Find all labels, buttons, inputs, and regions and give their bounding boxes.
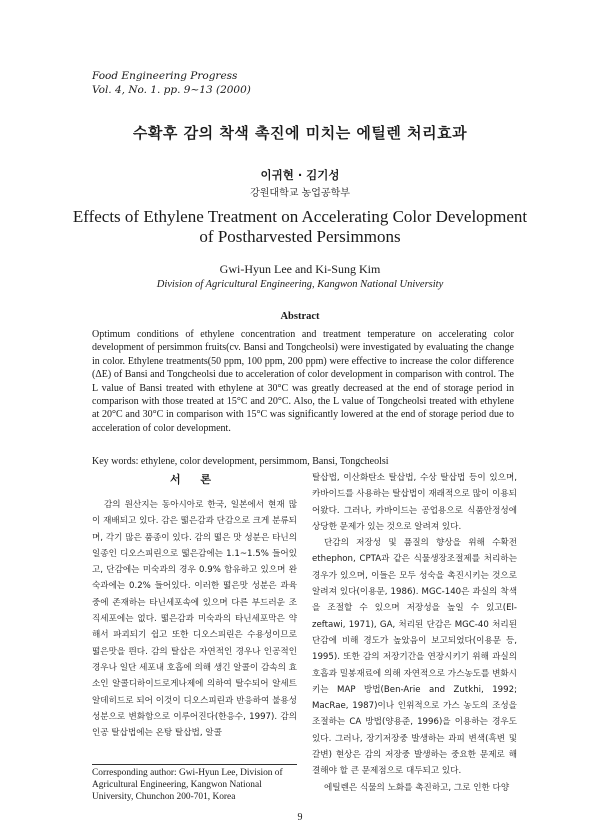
corresponding-author-footnote: Corresponding author: Gwi-Hyun Lee, Division of Agricultural Engineering, Kangwon National University, Chunchon 200-701, Korea — [92, 768, 283, 803]
authors-english: Gwi-Hyun Lee and Ki-Sung Kim — [219, 262, 381, 276]
right-column — [312, 470, 517, 796]
authors-korean: 이귀현 · 김기성 — [260, 168, 340, 182]
left-paragraph-1: 감의 원산지는 동아시아로 한국, 일본에서 현재 많이 재배되고 있다. 감은 떫은감과 단감으로 크게 분류되며, 각기 많은 품종이 있다. 감의 떫은 맛 성분은 타닌의 일종인 디오스피린으로 떫은감에는 1.1~1.5% 들어있고, 단감에는 미숙과의 경우 0.9% 함유하고 있으며 완숙과에는 0.2% 들어있다. 이러한 떫은맛 성분은 과육 중에 존재하는 타닌세포속에 있으며 다른 부드러운 조직세포에는 없다. 떫은감과 미숙과의 타닌세포막은 약해서 파괴되기 쉽고 또한 디오스피린은 수용성이므로 떫은맛을 띈다. 감의 탈삽은 자연적인 경우나 인공적인 경우나 일단 세포내 호흡에 의해 생긴 알콜이 감속의 효소인 알콜디하이드로게나제에 의하여 탈수되어 알세트알데히드로 되어 이것이 디오스피린과 반응하여 불용성 성분으로 변화함으로 이루어진다(한응수, 1997). 감의 인공 탈삽법에는 온탕 탈삽법, 알콜 — [92, 500, 297, 739]
left-column — [92, 497, 297, 741]
title-english-line2: of Postharvested Persimmons — [199, 227, 401, 246]
section-heading-introduction: 서 론 — [169, 473, 220, 486]
right-paragraph-2: 단감의 저장성 및 품질의 향상을 위해 수확전 ethephon, CPTA과 같은 식물생장조절제를 처리하는 경우가 있으며, 이들은 모두 성숙을 촉진시키는 것으로 알려져 있다(이용문, 1986). MGC-140은 과실의 착색을 조절할 수 있으며 저장성을 높일 수 있고(El-zeftawi, 1971), GA, 처리된 단감은 MGC-40 처리된 단감에 비해 경도가 높았음이 보고되었다(이용문 등, 1995). 또한 감의 저장기간을 연장시키기 위해 과실의 호흡과 밀봉재료에 의해 자연적으로 가스농도를 변화시키는 MAP 방법(Ben-Arie and Zutkhi, 1992; MacRae, 1987)이나 인위적으로 가스 농도의 조성을 조절하는 CA 방법(양용준, 1996)을 이용하는 경우도 있다. 그러나, 장기저장중 발생하는 과피 변색(흑변 및 갈변) 현상은 감의 저장중 발생하는 중요한 문제로 해결해야 할 큰 문제점으로 대두되고 있다. — [312, 538, 517, 777]
keywords: Key words: ethylene, color development, persimmom, Bansi, Tongcheolsi — [92, 456, 389, 467]
right-paragraph-3: 에틸렌은 식물의 노화를 촉진하고, 그로 인한 다양 — [324, 782, 510, 793]
title-english-line1: Effects of Ethylene Treatment on Accelerating Color Development — [72, 207, 528, 226]
page-number: 9 — [297, 812, 303, 823]
footnote-divider — [92, 764, 297, 765]
affiliation-korean: 강원대학교 농업공학부 — [250, 188, 350, 199]
abstract-body: Optimum conditions of ethylene concentration and treatment temperature on accelerating color development of persimmon fruits(cv. Bansi and Tongcheolsi) were investigated by evaluating the change in color. Ethylene treatments(50 ppm, 100 ppm, 200 ppm) were effective to increase the color difference (ΔE) of Bansi and Tongcheolsi due to acceleration of color development in comparison with control. The L value of Bansi treated with ethylene at 30°C was greatly decreased at the end of storage period in comparison with those treated at 15°C and 20°C. Also, the L value of Tongcheolsi treated with ethylene at 20°C and 30°C in comparison with 15°C was significantly lowered at the end of storage period due to acceleration of color development. — [92, 329, 514, 434]
journal-name: Food Engineering Progress — [92, 70, 238, 82]
title-korean: 수확후 감의 착색 촉진에 미치는 에틸렌 처리효과 — [132, 124, 468, 142]
journal-header — [92, 69, 251, 97]
affiliation-english: Division of Agricultural Engineering, Kangwon National University — [156, 279, 444, 290]
abstract-heading: Abstract — [280, 311, 320, 322]
right-paragraph-1: 탈삽법, 이산화탄소 탈삽법, 수상 탈삽법 등이 있으며, 카바이드를 사용하는 탈삽법이 재래적으로 많이 이용되어왔다. 그러나, 카바이드는 공업용으로 식품안정성에 상당한 문제가 있는 것으로 알려져 있다. — [312, 473, 517, 532]
journal-volume: Vol. 4, No. 1. pp. 9~13 (2000) — [92, 84, 251, 96]
title-english — [60, 207, 540, 247]
